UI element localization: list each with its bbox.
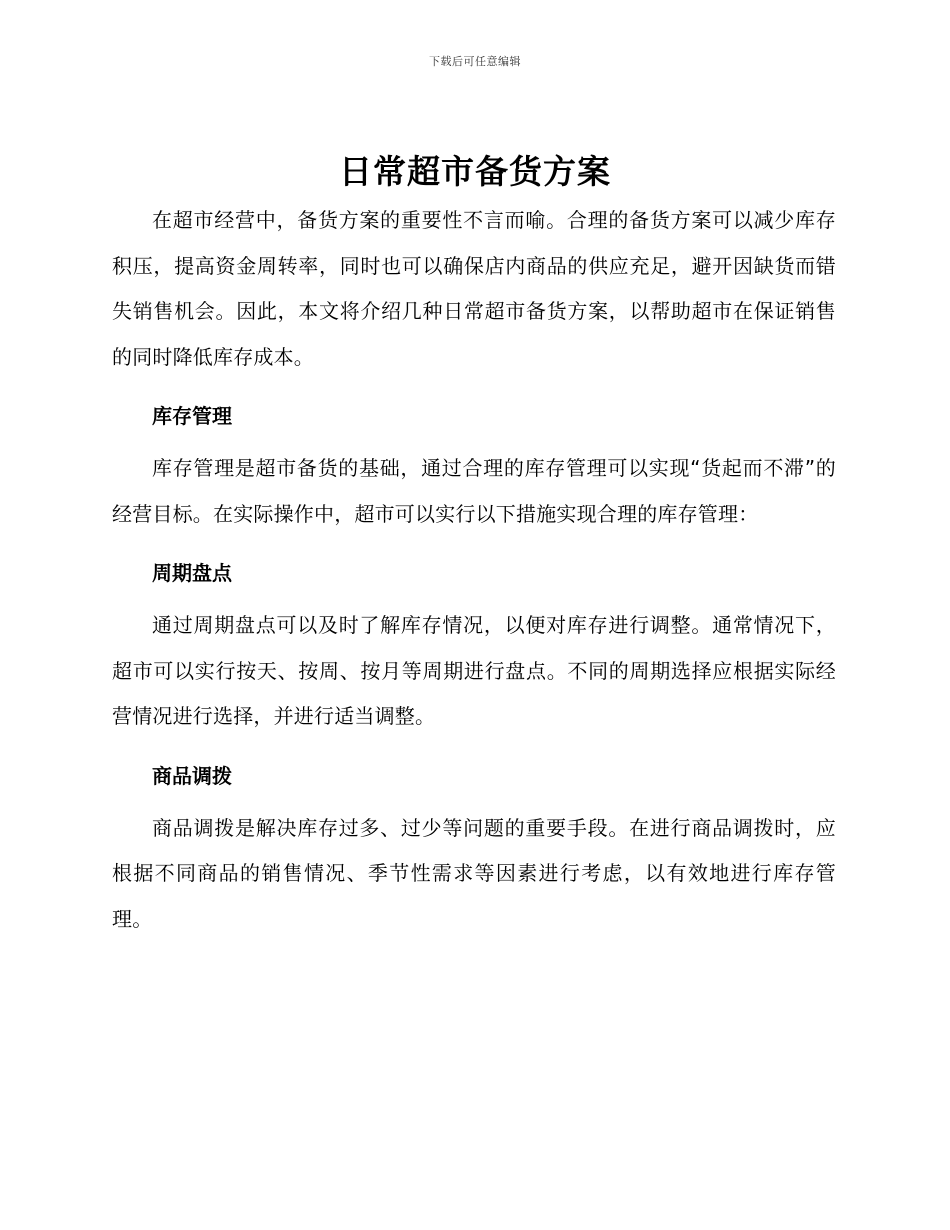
section-body-inventory-management: 库存管理是超市备货的基础，通过合理的库存管理可以实现“货起而不滞”的经营目标。在实际操作中，超市可以实行以下措施实现合理的库存管理： (112, 456, 836, 526)
section-body-goods-transfer: 商品调拨是解决库存过多、过少等问题的重要手段。在进行商品调拨时，应根据不同商品的销售情况、季节性需求等因素进行考虑，以有效地进行库存管理。 (112, 815, 836, 931)
section-body-periodic-stocktake: 通过周期盘点可以及时了解库存情况，以便对库存进行调整。通常情况下，超市可以实行按天、按周、按月等周期进行盘点。不同的周期选择应根据实际经营情况进行选择，并进行适当调整。 (112, 613, 836, 728)
section-heading-periodic-stocktake: 周期盘点 (152, 561, 232, 585)
document-body (112, 198, 836, 942)
document-title: 日常超市备货方案 (339, 152, 611, 191)
header-note: 下载后可任意编辑 (429, 55, 521, 68)
intro-paragraph: 在超市经营中，备货方案的重要性不言而喻。合理的备货方案可以减少库存积压，提高资金周转率，同时也可以确保店内商品的供应充足，避开因缺货而错失销售机会。因此，本文将介绍几种日常超市备货方案，以帮助超市在保证销售的同时降低库存成本。 (112, 208, 836, 369)
section-heading-goods-transfer: 商品调拨 (152, 763, 232, 788)
section-heading-inventory-management: 库存管理 (152, 404, 232, 428)
